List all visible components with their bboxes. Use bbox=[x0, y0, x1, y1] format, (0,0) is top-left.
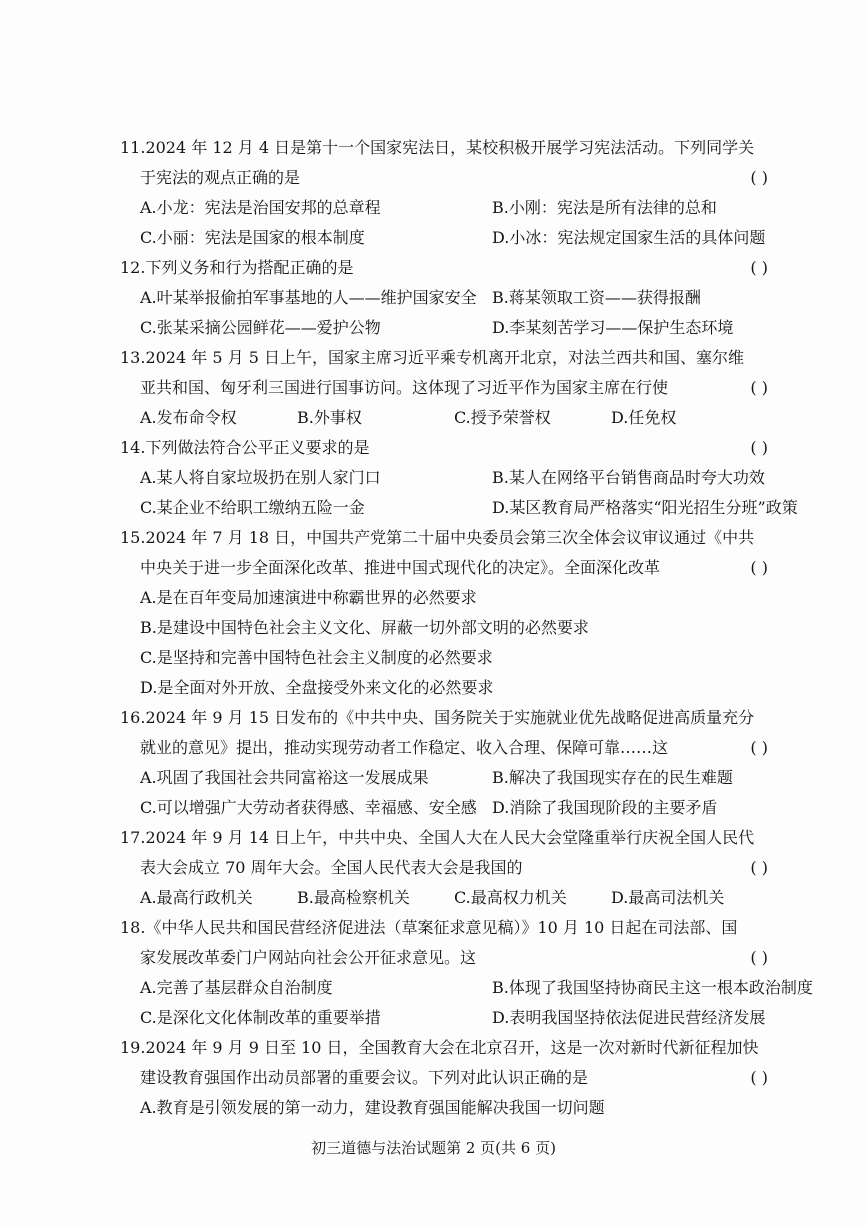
answer-option: A.完善了基层群众自治制度 bbox=[140, 978, 333, 997]
answer-option: B.某人在网络平台销售商品时夸大功效 bbox=[492, 468, 765, 487]
answer-blank: ( ) bbox=[750, 168, 768, 187]
answer-blank: ( ) bbox=[750, 858, 768, 877]
answer-option: C.最高权力机关 bbox=[454, 888, 567, 907]
answer-option: C.授予荣誉权 bbox=[454, 408, 551, 427]
answer-option: A.教育是引领发展的第一动力，建设教育强国能解决我国一切问题 bbox=[140, 1098, 605, 1117]
answer-blank: ( ) bbox=[750, 258, 768, 277]
question-item bbox=[120, 433, 798, 523]
answer-option: B.外事权 bbox=[297, 408, 362, 427]
question-stem-line bbox=[120, 733, 780, 763]
question-item bbox=[120, 343, 780, 433]
answer-option: D.最高司法机关 bbox=[611, 888, 725, 907]
options-row bbox=[120, 1093, 780, 1123]
answer-option: A.最高行政机关 bbox=[140, 888, 253, 907]
options-row bbox=[120, 763, 780, 793]
answer-option: C.是坚持和完善中国特色社会主义制度的必然要求 bbox=[140, 648, 493, 667]
answer-option: D.某区教育局严格落实“阳光招生分班”政策 bbox=[492, 498, 798, 517]
question-stem-text: 16.2024 年 9 月 15 日发布的《中共中央、国务院关于实施就业优先战略促进高质量充分 bbox=[120, 708, 755, 727]
answer-option: A.巩固了我国社会共同富裕这一发展成果 bbox=[140, 768, 429, 787]
question-stem-line bbox=[120, 433, 780, 463]
answer-blank: ( ) bbox=[750, 558, 768, 577]
question-stem-line bbox=[120, 373, 780, 403]
question-stem-line bbox=[120, 553, 780, 583]
question-stem-text: 11.2024 年 12 月 4 日是第十一个国家宪法日，某校积极开展学习宪法活动。下列同学关 bbox=[120, 138, 755, 157]
answer-option: D.消除了我国现阶段的主要矛盾 bbox=[492, 798, 718, 817]
answer-option: B.最高检察机关 bbox=[297, 888, 410, 907]
options-row bbox=[120, 643, 780, 673]
options-row bbox=[120, 223, 780, 253]
answer-option: D.小冰：宪法规定国家生活的具体问题 bbox=[492, 228, 766, 247]
question-stem-text: 19.2024 年 9 月 9 日至 10 日，全国教育大会在北京召开，这是一次对新时代新征程加快 bbox=[120, 1038, 759, 1057]
question-stem-line bbox=[120, 343, 780, 373]
answer-option: C.张某采摘公园鲜花——爱护公物 bbox=[140, 318, 381, 337]
answer-option: A.某人将自家垃圾扔在别人家门口 bbox=[140, 468, 381, 487]
question-item bbox=[120, 523, 780, 703]
options-row bbox=[120, 793, 780, 823]
question-item bbox=[120, 913, 813, 1033]
question-stem-line bbox=[120, 823, 780, 853]
question-stem-text: 建设教育强国作出动员部署的重要会议。下列对此认识正确的是 bbox=[140, 1068, 589, 1087]
answer-option: A.发布命令权 bbox=[140, 408, 237, 427]
question-stem-line bbox=[120, 913, 780, 943]
answer-option: B.解决了我国现实存在的民生难题 bbox=[492, 768, 733, 787]
question-item bbox=[120, 133, 780, 253]
answer-option: B.小刚：宪法是所有法律的总和 bbox=[492, 198, 717, 217]
answer-blank: ( ) bbox=[750, 948, 768, 967]
question-item bbox=[120, 253, 780, 343]
answer-option: A.小龙：宪法是治国安邦的总章程 bbox=[140, 198, 381, 217]
options-row bbox=[120, 193, 780, 223]
options-row bbox=[120, 283, 780, 313]
question-stem-line bbox=[120, 1063, 780, 1093]
question-stem-text: 18.《中华人民共和国民营经济促进法（草案征求意见稿）》10 月 10 日起在司法部、国 bbox=[120, 918, 738, 937]
options-row bbox=[120, 313, 780, 343]
options-row bbox=[120, 973, 813, 1003]
answer-option: D.表明我国坚持依法促进民营经济发展 bbox=[492, 1008, 766, 1027]
answer-option: B.是建设中国特色社会主义文化、屏蔽一切外部文明的必然要求 bbox=[140, 618, 589, 637]
question-stem-text: 表大会成立 70 周年大会。全国人民代表大会是我国的 bbox=[140, 858, 523, 877]
answer-option: D.是全面对外开放、全盘接受外来文化的必然要求 bbox=[140, 678, 494, 697]
answer-option: C.可以增强广大劳动者获得感、幸福感、安全感 bbox=[140, 798, 477, 817]
options-row bbox=[120, 493, 798, 523]
answer-option: C.是深化文化体制改革的重要举措 bbox=[140, 1008, 381, 1027]
options-row bbox=[120, 463, 780, 493]
options-row bbox=[120, 613, 780, 643]
question-stem-text: 中央关于进一步全面深化改革、推进中国式现代化的决定》。全面深化改革 bbox=[140, 558, 661, 577]
options-row bbox=[120, 583, 780, 613]
question-stem-line bbox=[120, 523, 780, 553]
answer-option: D.任免权 bbox=[611, 408, 677, 427]
answer-blank: ( ) bbox=[750, 1068, 768, 1087]
answer-option: B.蒋某领取工资——获得报酬 bbox=[492, 288, 701, 307]
question-stem-text: 13.2024 年 5 月 5 日上午，国家主席习近平乘专机离开北京，对法兰西共和国、塞尔维 bbox=[120, 348, 744, 367]
page-footer: 初三道德与法治试题第 2 页(共 6 页) bbox=[311, 1139, 556, 1157]
answer-option: D.李某刻苦学习——保护生态环境 bbox=[492, 318, 734, 337]
answer-blank: ( ) bbox=[750, 378, 768, 397]
question-stem-text: 14.下列做法符合公平正义要求的是 bbox=[120, 438, 370, 457]
answer-option: A.是在百年变局加速演进中称霸世界的必然要求 bbox=[140, 588, 477, 607]
question-stem-line bbox=[120, 943, 780, 973]
question-stem-line bbox=[120, 853, 780, 883]
answer-option: C.小丽：宪法是国家的根本制度 bbox=[140, 228, 365, 247]
question-stem-text: 亚共和国、匈牙利三国进行国事访问。这体现了习近平作为国家主席在行使 bbox=[140, 378, 669, 397]
question-stem-line bbox=[120, 163, 780, 193]
question-item bbox=[120, 1033, 780, 1123]
answer-blank: ( ) bbox=[750, 738, 768, 757]
options-row bbox=[120, 673, 780, 703]
answer-option: A.叶某举报偷拍军事基地的人——维护国家安全 bbox=[140, 288, 477, 307]
options-row bbox=[120, 1003, 780, 1033]
answer-option: B.体现了我国坚持协商民主这一根本政治制度 bbox=[492, 978, 813, 997]
question-list bbox=[120, 133, 813, 1123]
question-stem-text: 17.2024 年 9 月 14 日上午，中共中央、全国人大在人民大会堂隆重举行庆祝全国人民代 bbox=[120, 828, 755, 847]
question-stem-line bbox=[120, 703, 780, 733]
question-stem-text: 就业的意见》提出，推动实现劳动者工作稳定、收入合理、保障可靠……这 bbox=[140, 738, 669, 757]
question-stem-text: 于宪法的观点正确的是 bbox=[140, 168, 301, 187]
question-item bbox=[120, 823, 780, 913]
answer-option: C.某企业不给职工缴纳五险一金 bbox=[140, 498, 365, 517]
options-row bbox=[120, 883, 780, 913]
question-stem-text: 15.2024 年 7 月 18 日，中国共产党第二十届中央委员会第三次全体会议审议通过《中共 bbox=[120, 528, 755, 547]
answer-blank: ( ) bbox=[750, 438, 768, 457]
question-stem-text: 12.下列义务和行为搭配正确的是 bbox=[120, 258, 354, 277]
question-item bbox=[120, 703, 780, 823]
question-stem-text: 家发展改革委门户网站向社会公开征求意见。这 bbox=[140, 948, 477, 967]
question-stem-line bbox=[120, 1033, 780, 1063]
question-stem-line bbox=[120, 253, 780, 283]
options-row bbox=[120, 403, 780, 433]
question-stem-line bbox=[120, 133, 780, 163]
